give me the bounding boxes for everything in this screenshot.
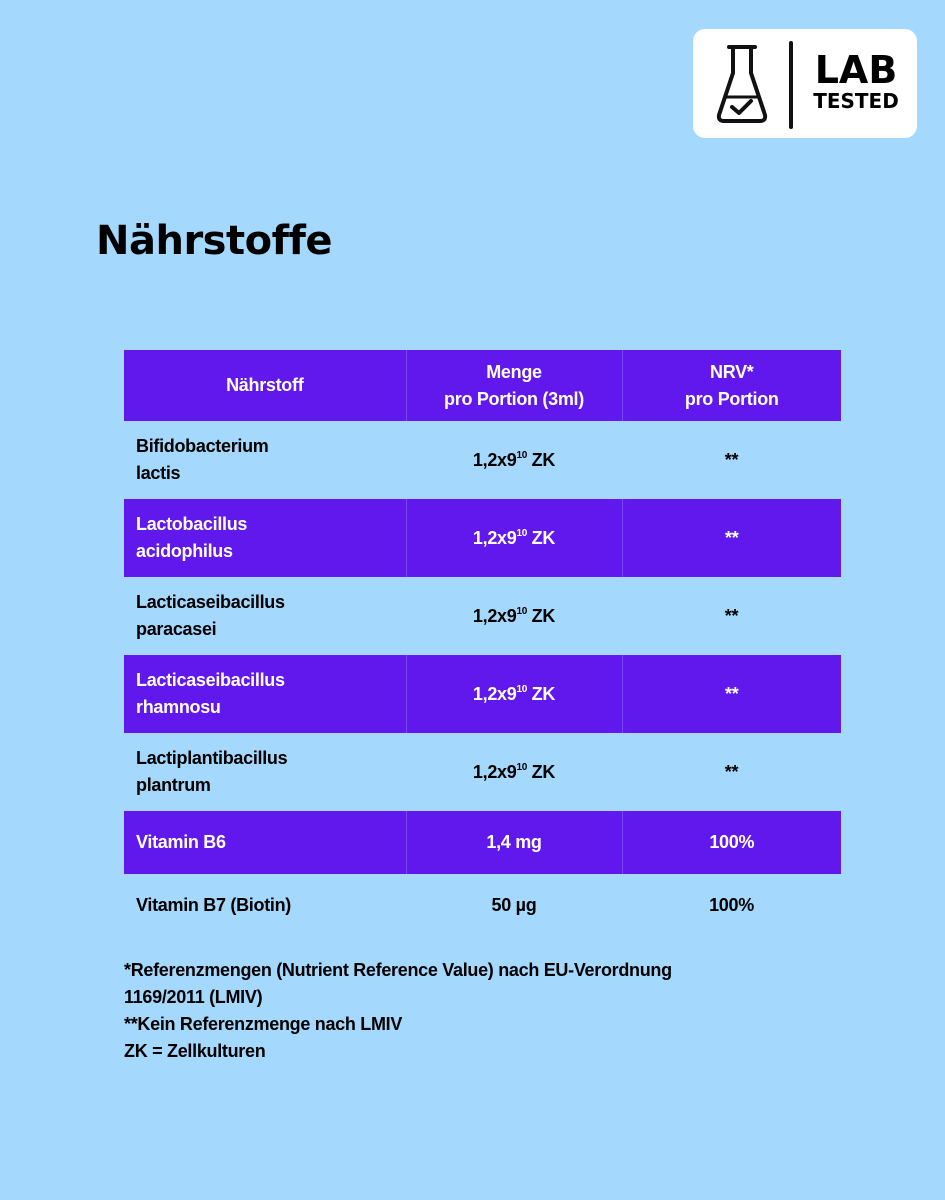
footnote-no-reference: **Kein Referenzmenge nach LMIV xyxy=(124,1014,403,1034)
nutrient-table xyxy=(124,350,841,937)
header-nutrient xyxy=(124,350,406,421)
nutrient-name-line2: plantrum xyxy=(136,775,211,795)
page-title: Nährstoffe xyxy=(96,218,333,264)
table-row xyxy=(124,655,841,733)
badge-lab-text: LAB xyxy=(814,48,898,92)
amount-unit: ZK xyxy=(526,527,556,548)
amount-base: 1,2x9 xyxy=(472,683,517,704)
badge-divider xyxy=(789,41,793,129)
amount-exponent: 10 xyxy=(516,761,527,773)
table-header-row xyxy=(124,350,841,421)
nutrient-amount xyxy=(406,421,622,499)
amount-exponent: 10 xyxy=(516,449,527,461)
footnotes xyxy=(124,957,824,1065)
nutrient-name-line1: Lactobacillus xyxy=(136,514,248,534)
footnote-nrv: *Referenzmengen (Nutrient Reference Value) nach EU-Verordnung xyxy=(124,960,672,980)
header-amount-line1: Menge xyxy=(486,361,542,382)
nutrient-name xyxy=(124,577,406,655)
nutrient-name-line2: acidophilus xyxy=(136,541,233,561)
nutrient-amount: 50 µg xyxy=(491,895,537,915)
nutrient-name-line1: Lacticaseibacillus xyxy=(136,670,285,690)
nutrient-name xyxy=(124,421,406,499)
table-row xyxy=(124,874,841,937)
header-amount xyxy=(406,350,622,421)
nutrient-amount xyxy=(406,577,622,655)
nutrient-amount xyxy=(406,499,622,577)
table-row xyxy=(124,421,841,499)
nutrient-nrv: ** xyxy=(724,605,739,626)
nutrient-name-line2: paracasei xyxy=(136,619,217,639)
nutrient-name xyxy=(124,733,406,811)
badge-tested-text: TESTED xyxy=(813,89,899,113)
header-amount-line2: pro Portion (3ml) xyxy=(444,388,584,409)
header-nrv xyxy=(622,350,841,421)
nutrient-name: Vitamin B6 xyxy=(124,811,406,874)
header-nrv-line2: pro Portion xyxy=(684,388,779,409)
amount-base: 1,2x9 xyxy=(472,605,517,626)
amount-unit: ZK xyxy=(526,605,556,626)
amount-unit: ZK xyxy=(526,761,556,782)
amount-unit: ZK xyxy=(526,449,556,470)
nutrient-amount: 1,4 mg xyxy=(406,811,622,874)
footnote-zk-definition: ZK = Zellkulturen xyxy=(124,1041,266,1061)
nutrient-name: Vitamin B7 (Biotin) xyxy=(136,895,291,915)
nutrient-name-line1: Lacticaseibacillus xyxy=(136,592,285,612)
flask-check-icon xyxy=(715,43,769,125)
table-row xyxy=(124,811,841,874)
nutrient-name xyxy=(124,655,406,733)
amount-exponent: 10 xyxy=(516,527,527,539)
nutrient-amount xyxy=(406,733,622,811)
nutrient-nrv: ** xyxy=(724,449,739,470)
nutrient-name-line2: lactis xyxy=(136,463,181,483)
amount-unit: ZK xyxy=(526,683,556,704)
nutrient-nrv: 100% xyxy=(622,811,841,874)
amount-base: 1,2x9 xyxy=(472,761,517,782)
header-nutrient-label: Nährstoff xyxy=(226,375,304,395)
header-nrv-line1: NRV* xyxy=(710,361,754,382)
nutrient-amount xyxy=(406,655,622,733)
lab-tested-badge xyxy=(693,29,917,138)
nutrient-nrv: ** xyxy=(724,761,739,782)
nutrient-name-line2: rhamnosu xyxy=(136,697,221,717)
table-row xyxy=(124,499,841,577)
nutrient-name xyxy=(124,499,406,577)
table-row xyxy=(124,577,841,655)
nutrient-nrv: ** xyxy=(622,655,841,733)
nutrient-nrv: ** xyxy=(622,499,841,577)
nutrient-name-line1: Bifidobacterium xyxy=(136,436,269,456)
nutrient-nrv: 100% xyxy=(709,895,754,915)
amount-exponent: 10 xyxy=(516,683,527,695)
amount-base: 1,2x9 xyxy=(472,449,517,470)
nutrient-name-line1: Lactiplantibacillus xyxy=(136,748,288,768)
amount-exponent: 10 xyxy=(516,605,527,617)
table-row xyxy=(124,733,841,811)
amount-base: 1,2x9 xyxy=(472,527,517,548)
footnote-nrv-regulation: 1169/2011 (LMIV) xyxy=(124,987,263,1007)
